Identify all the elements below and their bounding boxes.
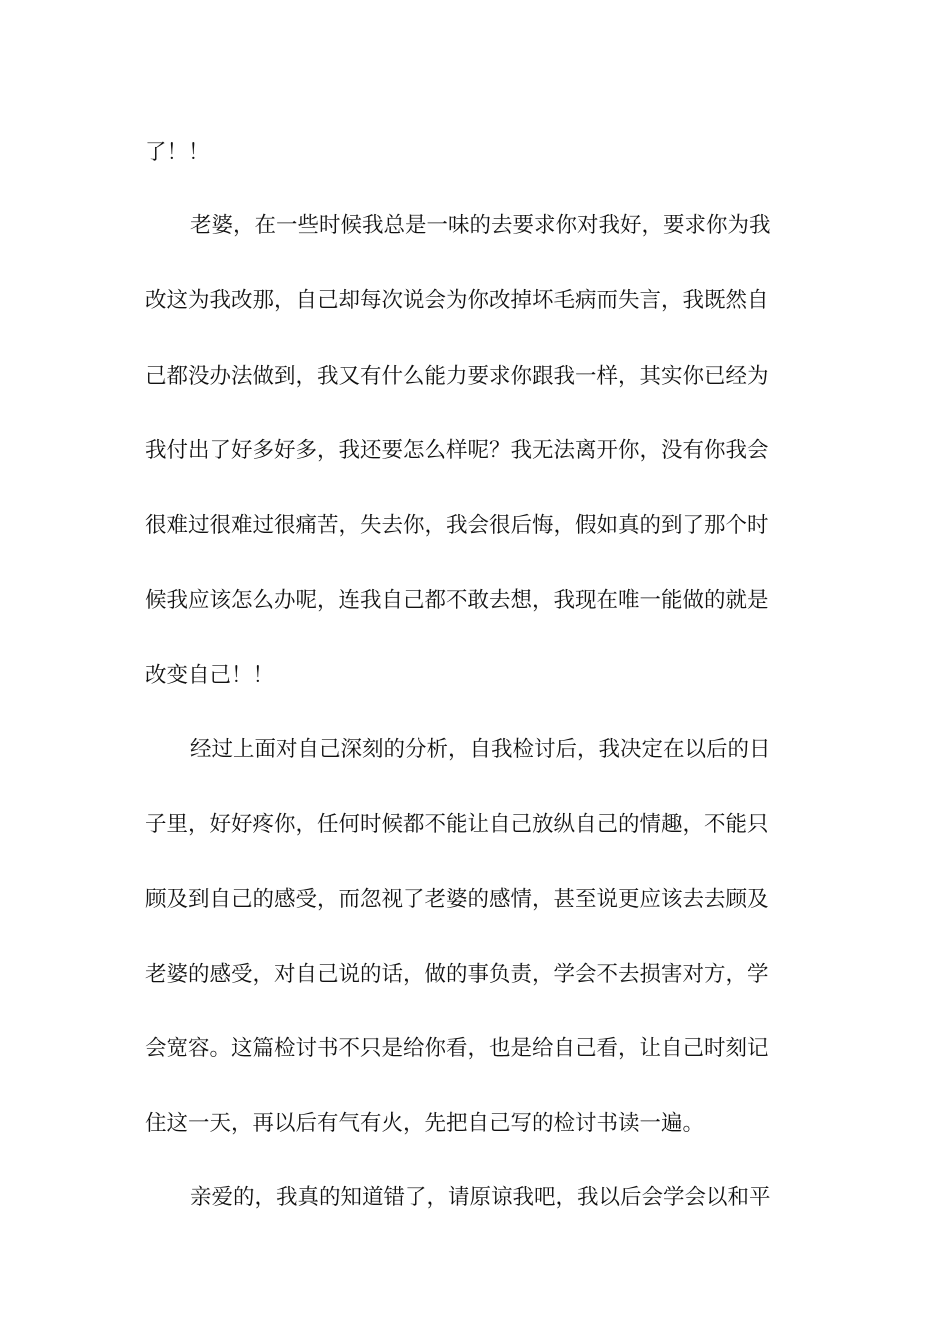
text-line: 改这为我改那，自己却每次说会为你改掉坏毛病而失言，我既然自 — [145, 288, 769, 313]
paragraph-start-line: 经过上面对自己深刻的分析，自我检讨后，我决定在以后的日 — [190, 737, 771, 762]
text-line: 老婆的感受，对自己说的话，做的事负责，学会不去损害对方，学 — [145, 962, 769, 987]
text-line: 改变自己！！ — [145, 663, 275, 688]
text-line: 我付出了好多好多，我还要怎么样呢？我无法离开你，没有你我会 — [145, 438, 769, 463]
text-line: 了！！ — [145, 140, 210, 165]
paragraph-start-line: 老婆，在一些时候我总是一味的去要求你对我好，要求你为我 — [190, 213, 771, 238]
text-line: 很难过很难过很痛苦，失去你，我会很后悔，假如真的到了那个时 — [145, 513, 769, 538]
text-line: 子里，好好疼你，任何时候都不能让自己放纵自己的情趣，不能只 — [145, 812, 769, 837]
text-line: 候我应该怎么办呢，连我自己都不敢去想，我现在唯一能做的就是 — [145, 588, 769, 613]
text-line: 顾及到自己的感受，而忽视了老婆的感情，甚至说更应该去去顾及 — [145, 887, 769, 912]
text-line: 己都没办法做到，我又有什么能力要求你跟我一样，其实你已经为 — [145, 364, 769, 389]
paragraph-start-line: 亲爱的，我真的知道错了，请原谅我吧，我以后会学会以和平 — [190, 1185, 771, 1210]
text-line: 住这一天，再以后有气有火，先把自己写的检讨书读一遍。 — [145, 1111, 705, 1136]
text-line: 会宽容。这篇检讨书不只是给你看，也是给自己看，让自己时刻记 — [145, 1036, 769, 1061]
